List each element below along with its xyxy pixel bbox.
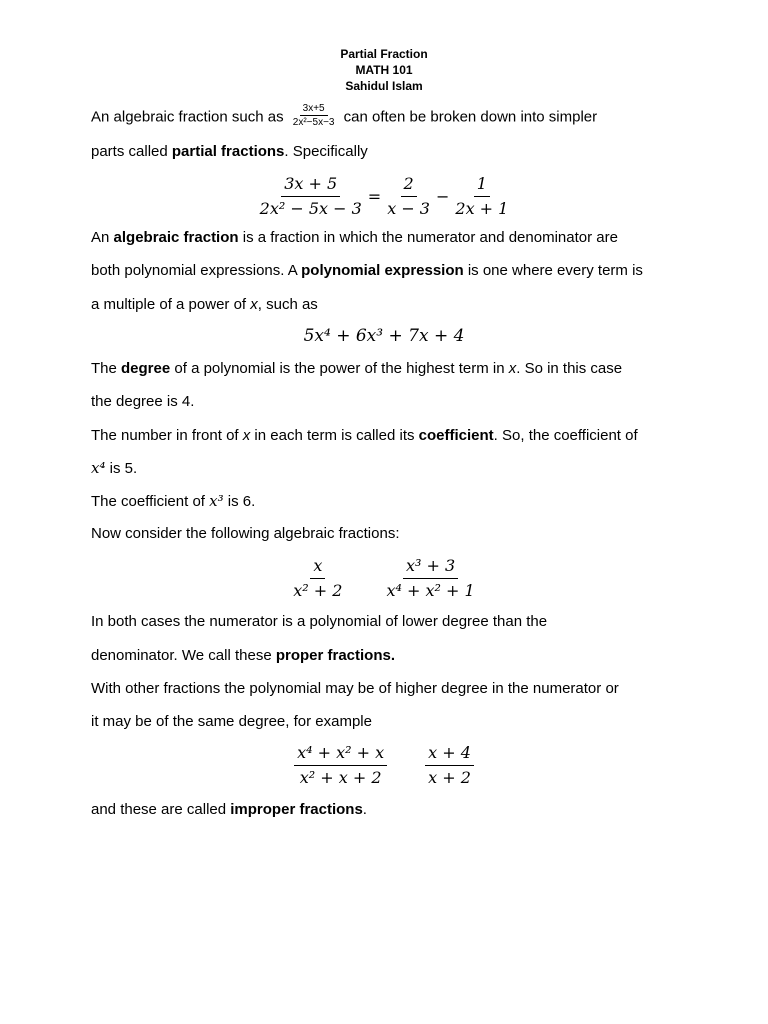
paragraph-intro: An algebraic fraction such as $\frac{3x+5}{\text{2x²−5x−3}}$ can often be broken down into simpler <box>91 103 598 128</box>
term2-fraction: $\frac{1}{2x + 1}$ <box>455 174 509 218</box>
equation-partial-fraction-decomposition: $\frac{3x + 5}{\text{2x² − 5x − 3}}$ = $\frac{2}{x - 3}$ − $\frac{1}{2x + 1}$ <box>0 172 768 221</box>
paragraph-higher-degree: With other fractions the polynomial may be of higher degree in the numerator or <box>91 680 619 697</box>
term-algebraic-fraction: algebraic fraction <box>113 229 239 246</box>
inline-fraction: $\frac{3x+5}{\text{2x²−5x−3}}$ <box>292 103 335 128</box>
equation-proper-fraction-examples <box>0 554 768 603</box>
paragraph-power-of-x: a multiple of a power of x, such as <box>91 296 318 313</box>
author-name: Sahidul Islam <box>345 79 423 93</box>
lhs-fraction: $\frac{3x + 5}{\text{2x² − 5x − 3}}$ <box>259 174 362 218</box>
paragraph-same-degree: it may be of the same degree, for example <box>91 713 372 730</box>
document-header <box>0 46 768 94</box>
paragraph-degree: The degree of a polynomial is the power of the highest term in x. So in this case <box>91 360 623 377</box>
term-proper-fractions: proper fractions. <box>275 647 396 664</box>
term-improper-fractions: improper fractions <box>230 801 363 818</box>
improper-fraction-1: $\frac{\text{x⁴ + x² + x}}{\text{x² + x + 2}}$ <box>294 741 387 790</box>
paragraph-improper-fractions: and these are called improper fractions. <box>91 801 367 818</box>
term-coefficient: coefficient <box>418 427 494 444</box>
paragraph-degree-value: the degree is 4. <box>91 393 195 410</box>
course-code: MATH 101 <box>355 63 413 77</box>
paragraph-polynomial-expression: both polynomial expressions. A polynomial expression is one where every term is <box>91 262 643 279</box>
term-partial-fractions: partial fractions <box>171 143 285 160</box>
document-title: Partial Fraction <box>340 47 428 61</box>
proper-fraction-1: $\frac{x}{\text{x² + 2}}$ <box>293 556 343 600</box>
term-degree: degree <box>121 360 171 377</box>
paragraph-lower-degree: In both cases the numerator is a polynomial of lower degree than the <box>91 613 548 630</box>
paragraph-consider-fractions: Now consider the following algebraic fractions: <box>91 525 400 542</box>
paragraph-coefficient: The number in front of x in each term is called its coefficient. So, the coefficient of <box>91 427 638 444</box>
term1-fraction: $\frac{2}{x - 3}$ <box>387 174 430 218</box>
paragraph-partial-fractions: parts called partial fractions. Specifically <box>91 143 368 160</box>
proper-fraction-2: $\frac{\text{x³ + 3}}{\text{x⁴ + x² + 1}}$ <box>386 556 475 600</box>
paragraph-algebraic-fraction: An algebraic fraction is a fraction in which the numerator and denominator are <box>91 229 618 246</box>
equation-improper-fraction-examples <box>0 741 768 790</box>
paragraph-coefficient-x4: x⁴ is 5. <box>91 459 138 477</box>
paragraph-coefficient-x3: The coefficient of x³ is 6. <box>91 492 256 510</box>
term-polynomial-expression: polynomial expression <box>301 262 464 279</box>
improper-fraction-2: $\frac{x + 4}{x + 2}$ <box>425 741 474 790</box>
paragraph-proper-fractions: denominator. We call these proper fractions. <box>91 647 396 664</box>
equation-polynomial-example: 5x⁴ + 6x³ + 7x + 4 <box>303 326 465 346</box>
